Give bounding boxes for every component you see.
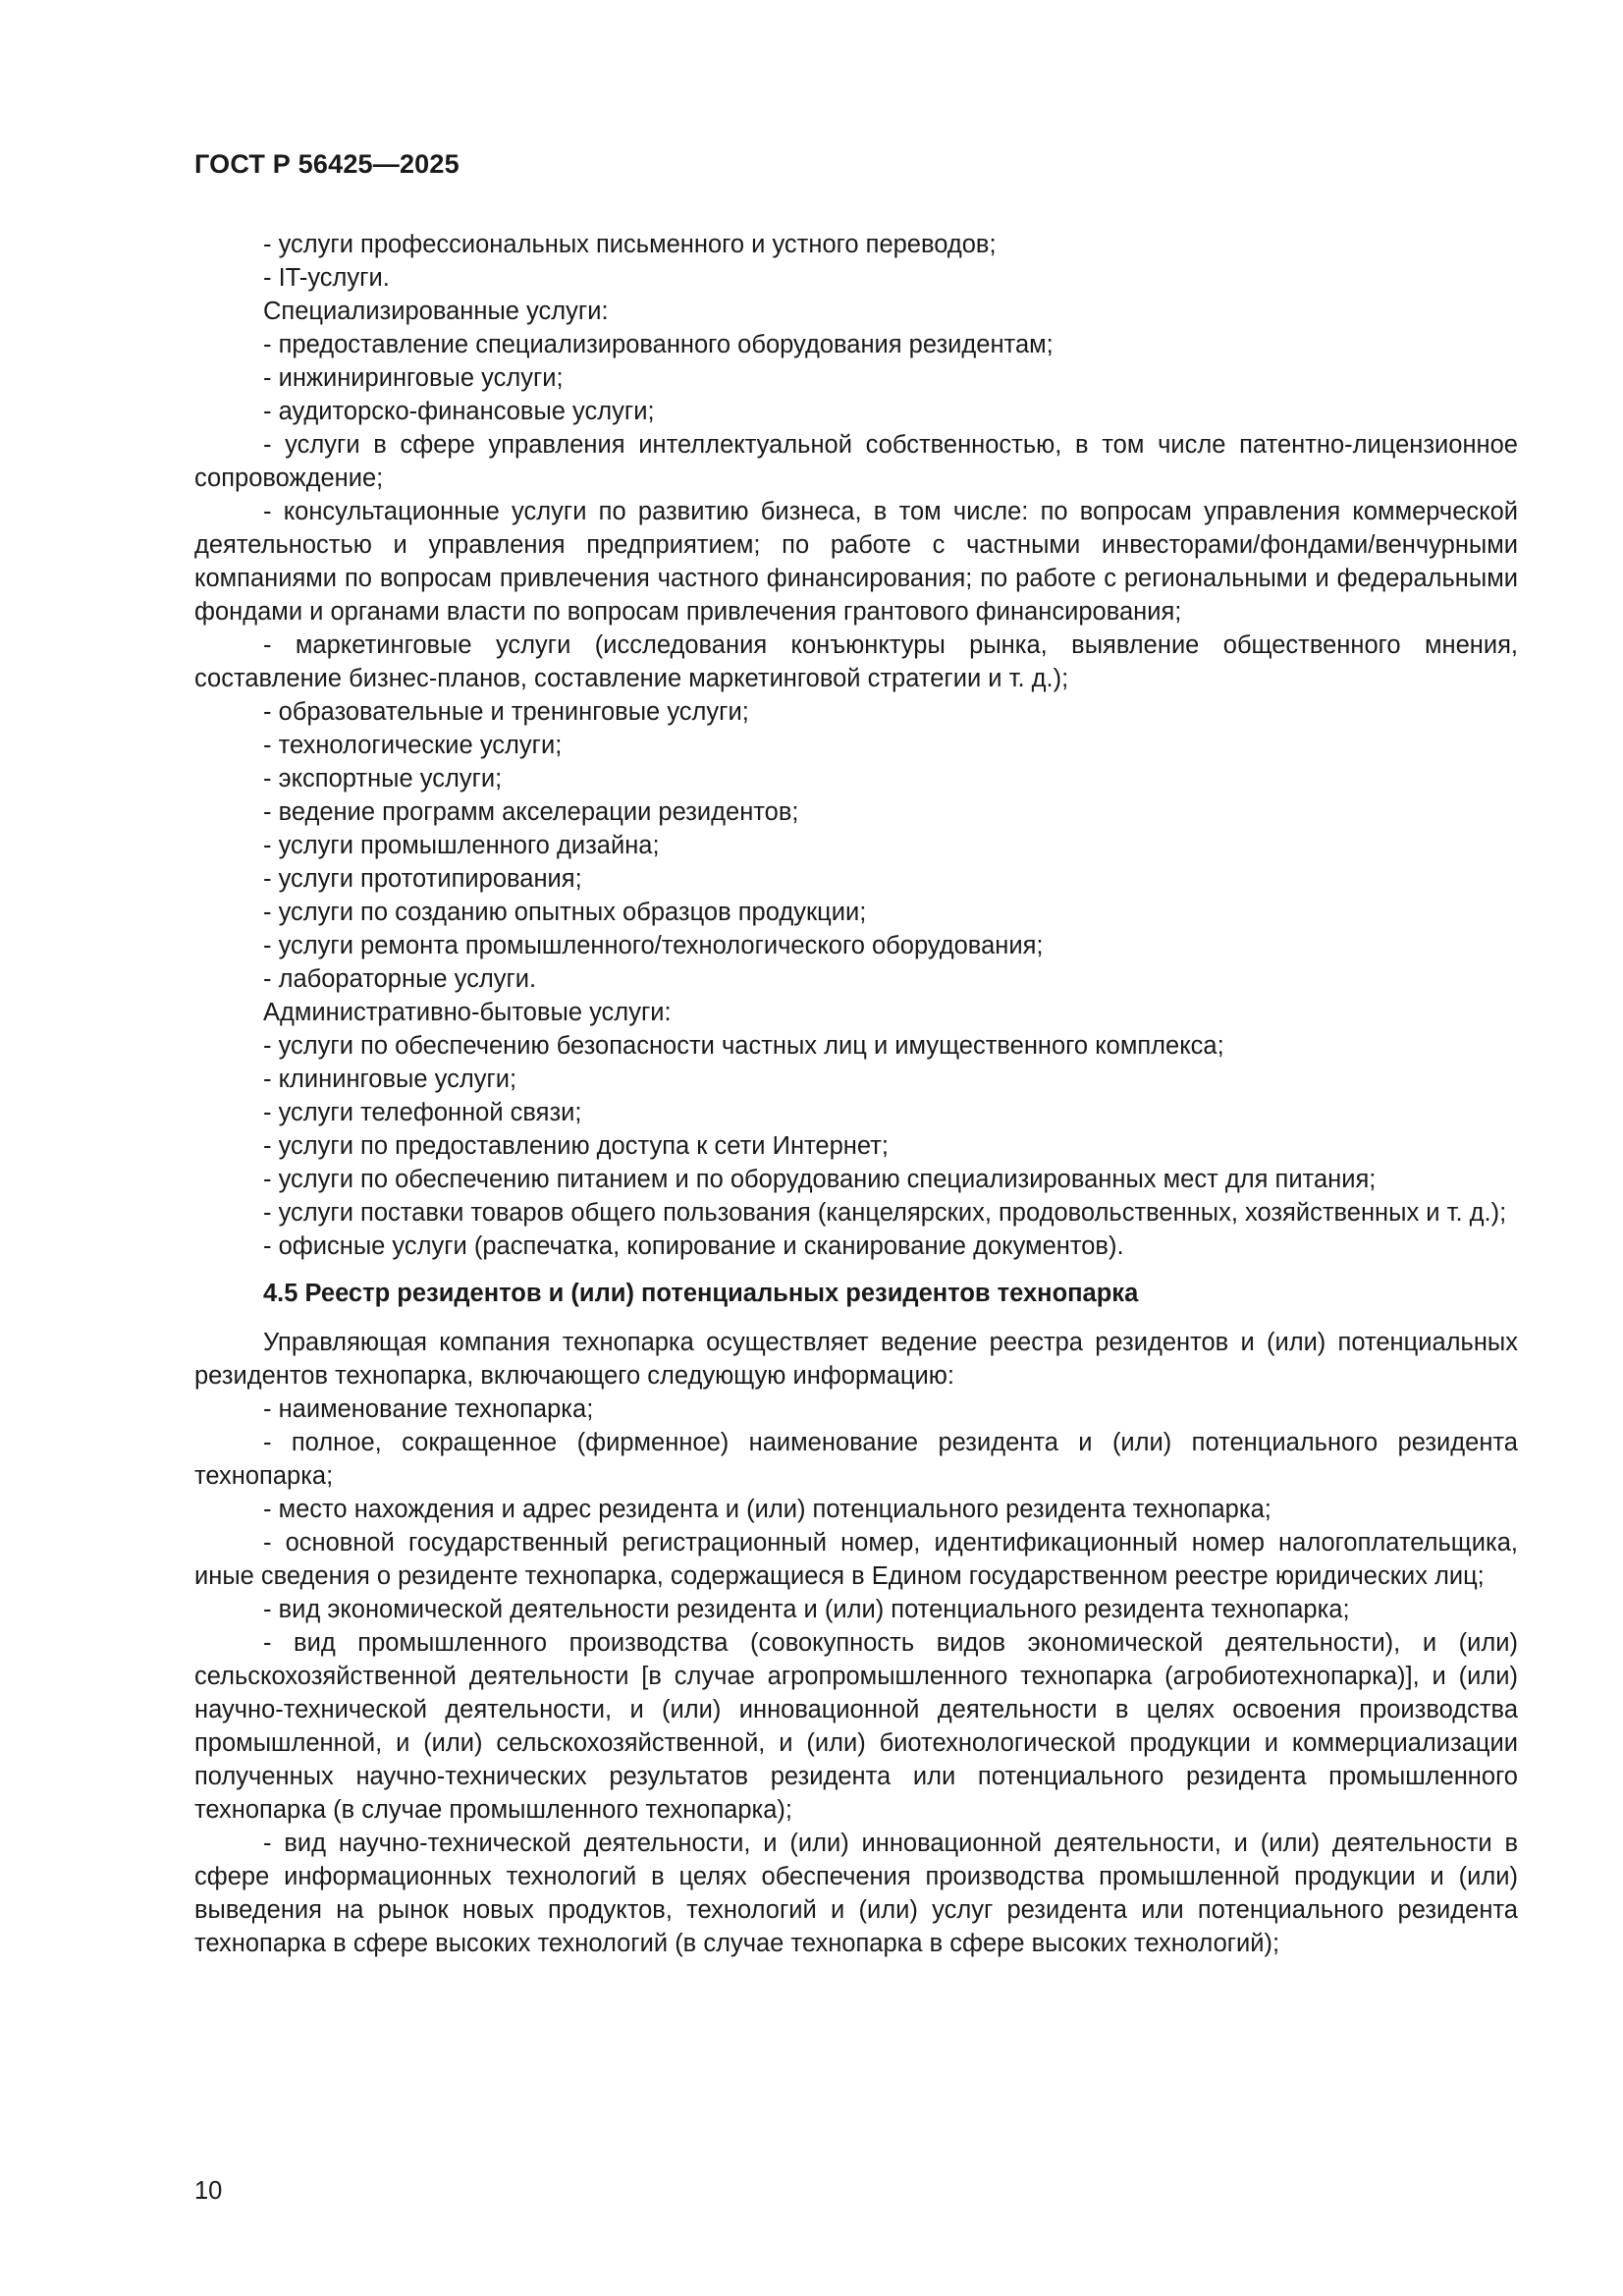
paragraph: - услуги поставки товаров общего пользования (канцелярских, продовольственных, хозяйственных и т. д.);	[263, 1199, 1507, 1227]
document-body	[194, 228, 1518, 1960]
paragraph: - услуги по обеспечению питанием и по оборудованию специализированных мест для питания;	[263, 1166, 1377, 1193]
paragraph: - услуги промышленного дизайна;	[263, 832, 660, 859]
paragraph: - вид экономической деятельности резидента и (или) потенциального резидента технопарка;	[263, 1596, 1350, 1623]
paragraph: - основной государственный регистрационный номер, идентификационный номер налогоплательщика, иные сведения о резиденте технопарка, содержащиеся в Едином государственном реестре юридических лиц;	[194, 1529, 1518, 1590]
paragraph: - услуги по созданию опытных образцов продукции;	[263, 899, 867, 926]
paragraph: - лабораторные услуги.	[263, 965, 537, 993]
paragraph: - наименование технопарка;	[263, 1395, 594, 1423]
paragraph: - услуги прототипирования;	[263, 865, 582, 893]
paragraph: - ведение программ акселерации резидентов;	[263, 798, 799, 826]
paragraph: - место нахождения и адрес резидента и (или) потенциального резидента технопарка;	[263, 1496, 1271, 1523]
document-code-header: ГОСТ Р 56425—2025	[194, 149, 460, 179]
paragraph: - IT-услуги.	[263, 264, 390, 292]
paragraph: - экспортные услуги;	[263, 765, 503, 793]
page-number: 10	[194, 2177, 223, 2205]
paragraph: Управляющая компания технопарка осуществляет ведение реестра резидентов и (или) потенциальных резидентов технопарка, включающего следующую информацию:	[194, 1329, 1518, 1390]
paragraph: - предоставление специализированного оборудования резидентам;	[263, 331, 1054, 358]
paragraph: Специализированные услуги:	[263, 298, 609, 325]
services-list	[194, 228, 1518, 1263]
paragraph: - вид промышленного производства (совокупность видов экономической деятельности), и (или) сельскохозяйственной деятельности [в случае агропромышленного технопарка (агробиотехнопарка)], и (или) научно-технической деятельности, и (или) инновационной деятельности в целях освоения производства промышленной, и (или) сельскохозяйственной, и (или) биотехнологической продукции и коммерциализации полученных научно-технических результатов резидента или потенциального резидента промышленного технопарка (в случае промышленного технопарка);	[194, 1629, 1518, 1824]
paragraph: - технологические услуги;	[263, 732, 563, 759]
paragraph: - инжиниринговые услуги;	[263, 364, 564, 392]
paragraph: - полное, сокращенное (фирменное) наименование резидента и (или) потенциального резидента технопарка;	[194, 1429, 1518, 1490]
paragraph: - клининговые услуги;	[263, 1066, 517, 1093]
paragraph: - маркетинговые услуги (исследования конъюнктуры рынка, выявление общественного мнения, составление бизнес-планов, составление маркетинговой стратегии и т. д.);	[194, 631, 1518, 692]
paragraph: - услуги по предоставлению доступа к сети Интернет;	[263, 1132, 889, 1160]
paragraph: - вид научно-технической деятельности, и (или) инновационной деятельности, и (или) деятельности в сфере информационных технологий в целях обеспечения производства промышленной продукции и (или) выведения на рынок новых продуктов, технологий и (или) услуг резидента или потенциального резидента технопарка в сфере высоких технологий (в случае технопарка в сфере высоких технологий);	[194, 1830, 1518, 1957]
paragraph: - офисные услуги (распечатка, копирование и сканирование документов).	[263, 1232, 1124, 1260]
paragraph: - услуги телефонной связи;	[263, 1099, 582, 1126]
paragraph: - консультационные услуги по развитию бизнеса, в том числе: по вопросам управления коммерческой деятельностью и управления предприятием; по работе с частными инвесторами/фондами/венчурными компаниями по вопросам привлечения частного финансирования; по работе с региональными и федеральными фондами и органами власти по вопросам привлечения грантового финансирования;	[194, 498, 1518, 626]
paragraph: - услуги по обеспечению безопасности частных лиц и имущественного комплекса;	[263, 1032, 1224, 1060]
paragraph: - услуги в сфере управления интеллектуальной собственностью, в том числе патентно-лицензионное сопровождение;	[194, 431, 1518, 492]
paragraph: - аудиторско-финансовые услуги;	[263, 398, 655, 425]
paragraph: - образовательные и тренинговые услуги;	[263, 698, 749, 726]
paragraph: Административно-бытовые услуги:	[263, 999, 672, 1026]
section-heading: 4.5 Реестр резидентов и (или) потенциальных резидентов технопарка	[263, 1280, 1139, 1307]
paragraph: - услуги ремонта промышленного/технологического оборудования;	[263, 932, 1044, 959]
registry-list	[194, 1326, 1518, 1960]
paragraph: - услуги профессиональных письменного и устного переводов;	[263, 231, 997, 258]
